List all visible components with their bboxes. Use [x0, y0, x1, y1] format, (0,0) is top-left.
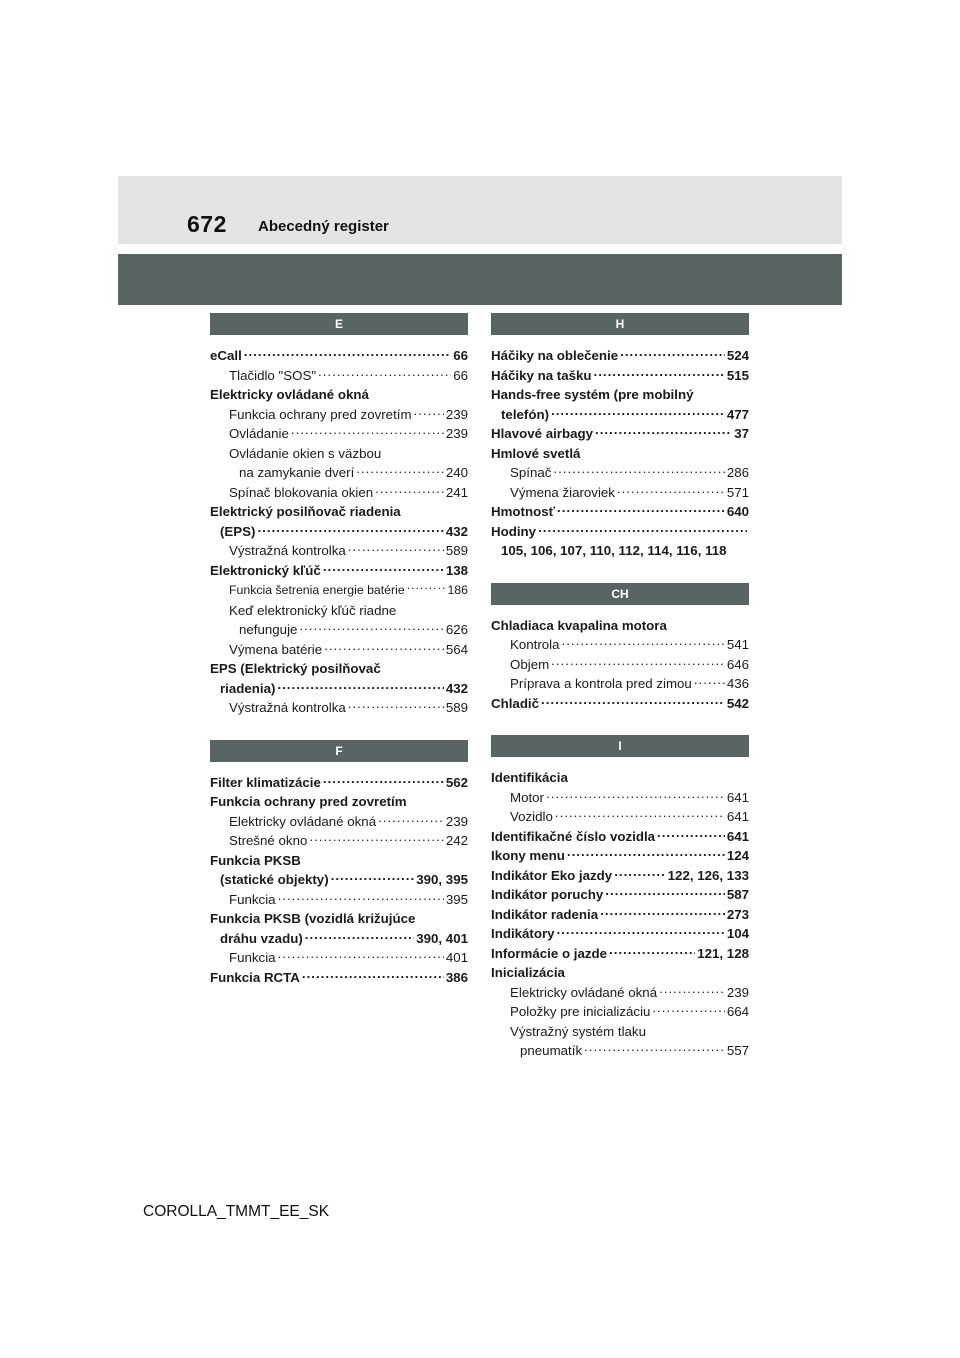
index-entry — [210, 601, 468, 621]
index-entry — [210, 346, 468, 366]
index-entry — [210, 968, 468, 988]
dot-leader — [541, 694, 725, 708]
page-reference: 646 — [726, 656, 749, 672]
index-entry — [210, 444, 468, 464]
index-entry — [210, 948, 468, 968]
index-term: Hmlové svetlá — [491, 445, 581, 461]
index-term: Filter klimatizácie — [210, 774, 321, 790]
index-entry — [491, 924, 749, 944]
page-number: 672 — [187, 211, 227, 237]
page-reference: 477 — [726, 406, 749, 422]
index-entry — [491, 866, 749, 886]
dot-leader — [657, 827, 725, 841]
footer-code: COROLLA_TMMT_EE_SK — [143, 1203, 330, 1220]
index-entry — [210, 620, 468, 640]
page-reference: 589 — [445, 543, 468, 558]
index-term: Funkcia šetrenia energie batérie — [229, 583, 405, 597]
index-term: Indikátory — [491, 926, 555, 941]
index-entry — [210, 698, 468, 718]
index-entry — [491, 655, 749, 675]
index-term: Chladič — [491, 695, 540, 711]
page-reference: 37 — [734, 426, 749, 441]
page-reference: 664 — [726, 1004, 749, 1019]
index-term: Indikátor radenia — [491, 906, 599, 922]
page-reference: 66 — [453, 367, 468, 383]
index-term: Elektrický posilňovač riadenia — [210, 504, 401, 519]
dot-leader — [414, 405, 444, 419]
dot-leader — [356, 463, 444, 477]
index-term: (EPS) — [220, 523, 256, 539]
dot-leader — [594, 366, 725, 380]
index-term: telefón) — [501, 406, 550, 422]
dot-leader — [323, 561, 444, 575]
dot-leader — [348, 698, 444, 712]
index-entry — [491, 541, 749, 561]
page-reference: 589 — [445, 700, 468, 715]
dot-leader — [659, 983, 725, 997]
index-entry — [210, 561, 468, 581]
letter-header-f: F — [210, 740, 468, 762]
dot-leader — [617, 483, 725, 497]
dot-leader — [609, 944, 695, 958]
page-reference: 239 — [445, 426, 468, 441]
index-term: Funkcia ochrany pred zovretím — [210, 794, 407, 809]
dot-leader — [595, 424, 732, 438]
index-entry — [491, 827, 749, 847]
index-term: Funkcia — [229, 891, 276, 907]
index-term: Výstražná kontrolka — [229, 700, 346, 715]
page-reference: 390, 401 — [416, 930, 468, 946]
dot-leader — [553, 463, 724, 477]
page-reference: 562 — [445, 774, 468, 790]
index-entry — [491, 366, 749, 386]
page-reference: 239 — [726, 984, 749, 1000]
dot-leader — [600, 905, 725, 919]
dot-leader — [614, 866, 665, 880]
dot-leader — [305, 929, 414, 943]
index-entry-list — [210, 346, 468, 718]
index-entry — [210, 773, 468, 793]
index-term: Ovládanie — [229, 426, 289, 441]
index-term: Spínač — [510, 465, 552, 480]
page-reference: 240 — [445, 465, 468, 480]
dot-leader — [378, 812, 444, 826]
index-entry — [210, 483, 468, 503]
index-term: Elektricky ovládané okná — [229, 813, 377, 829]
page-reference: 524 — [726, 348, 749, 363]
dot-leader — [323, 773, 444, 787]
header-dark-band — [118, 254, 842, 305]
index-entry-list — [210, 773, 468, 988]
dot-leader — [278, 948, 444, 962]
index-entry-list — [491, 616, 749, 714]
index-term: eCall — [210, 348, 242, 363]
index-term: Hlavové airbagy — [491, 426, 593, 441]
dot-leader — [291, 424, 444, 438]
page-reference: 432 — [445, 523, 468, 539]
page-reference: 436 — [726, 676, 749, 691]
index-term: dráhu vzadu) — [220, 930, 303, 946]
page-reference: 121, 128 — [697, 945, 749, 961]
index-term: Spínač blokovania okien — [229, 484, 374, 500]
index-term: Tlačidlo "SOS" — [229, 367, 317, 383]
index-entry — [491, 807, 749, 827]
index-entry-list — [491, 768, 749, 1061]
index-entry — [210, 679, 468, 699]
page-reference: 122, 126, 133 — [667, 867, 749, 883]
page-reference: 241 — [445, 484, 468, 500]
dot-leader — [278, 890, 444, 904]
index-term: Elektricky ovládané okná — [510, 984, 658, 1000]
page-reference: 138 — [445, 562, 468, 578]
index-entry — [491, 983, 749, 1003]
page-reference: 273 — [726, 906, 749, 922]
dot-leader — [555, 807, 725, 821]
index-term: Vozidlo — [510, 809, 553, 824]
index-term: Háčiky na oblečenie — [491, 348, 619, 363]
index-entry — [210, 541, 468, 561]
page-reference: 401 — [445, 950, 468, 965]
page-reference: 641 — [726, 809, 749, 824]
index-term: Inicializácia — [491, 965, 565, 980]
index-term: Elektronický kľúč — [210, 562, 321, 578]
page-reference: 587 — [726, 887, 749, 902]
page-reference: 515 — [726, 367, 749, 383]
index-entry — [491, 694, 749, 714]
dot-leader — [309, 831, 443, 845]
page-reference: 542 — [726, 695, 749, 711]
dot-leader — [299, 620, 443, 634]
index-term: Ikony menu — [491, 848, 565, 863]
dot-leader — [567, 846, 725, 860]
dot-leader — [257, 522, 443, 536]
index-entry — [210, 424, 468, 444]
page-reference: 626 — [445, 622, 468, 637]
index-term: Strešné okno — [229, 833, 308, 848]
index-entry — [210, 463, 468, 483]
dot-leader — [302, 968, 444, 982]
page-reference: 104 — [726, 926, 749, 941]
page-reference: 564 — [445, 641, 468, 657]
index-entry — [491, 1002, 749, 1022]
page-reference: 395 — [445, 891, 468, 907]
index-term: Ovládanie okien s väzbou — [229, 445, 382, 461]
dot-leader — [277, 679, 443, 693]
index-term: Výstražná kontrolka — [229, 543, 346, 558]
index-entry — [210, 812, 468, 832]
index-term: EPS (Elektrický posilňovač — [210, 661, 381, 676]
index-term: Chladiaca kvapalina motora — [491, 617, 667, 633]
index-entry — [491, 1022, 749, 1042]
page-reference: 640 — [726, 504, 749, 519]
index-term: Kontrola — [510, 637, 560, 652]
index-column-right — [491, 313, 749, 1083]
dot-leader — [318, 366, 451, 380]
index-entry — [210, 502, 468, 522]
page-reference: 641 — [726, 789, 749, 805]
index-term: Identifikačné číslo vozidla — [491, 828, 656, 844]
index-term: Hodiny — [491, 523, 537, 539]
page-reference: 641 — [726, 828, 749, 844]
index-term: 105, 106, 107, 110, 112, 114, 116, 118 — [501, 543, 727, 558]
dot-leader — [348, 541, 444, 555]
index-term: Motor — [510, 789, 544, 805]
dot-leader — [652, 1002, 724, 1016]
index-term: Výstražný systém tlaku — [510, 1023, 646, 1039]
index-entry — [210, 522, 468, 542]
dot-leader — [557, 924, 725, 938]
dot-leader — [620, 346, 725, 360]
index-entry — [491, 483, 749, 503]
letter-header-i: I — [491, 735, 749, 757]
index-term: Indikátor poruchy — [491, 887, 604, 902]
dot-leader — [551, 405, 725, 419]
index-term: Príprava a kontrola pred zimou — [510, 676, 692, 691]
page-reference: 239 — [445, 406, 468, 422]
index-term: Hmotnosť — [491, 504, 555, 519]
section-title: Abecedný register — [258, 218, 389, 235]
index-entry — [491, 788, 749, 808]
dot-leader — [557, 502, 725, 516]
dot-leader — [562, 635, 725, 649]
page-reference: 386 — [445, 969, 468, 985]
index-entry — [210, 831, 468, 851]
index-entry — [491, 885, 749, 905]
page-reference: 390, 395 — [416, 872, 468, 887]
index-term: na zamykanie dverí — [239, 465, 355, 480]
index-term: Indikátor Eko jazdy — [491, 867, 613, 883]
index-entry — [210, 659, 468, 679]
page-reference: 66 — [453, 348, 468, 363]
page-reference: 242 — [445, 833, 468, 848]
index-entry — [491, 502, 749, 522]
index-entry — [210, 640, 468, 660]
page-reference: 286 — [726, 465, 749, 480]
index-entry — [491, 616, 749, 636]
index-term: Položky pre inicializáciu — [510, 1004, 651, 1019]
dot-leader — [324, 640, 444, 654]
index-term: Funkcia — [229, 950, 276, 965]
index-column-left — [210, 313, 468, 1009]
page-reference: 541 — [726, 637, 749, 652]
index-entry — [210, 851, 468, 871]
index-entry — [210, 890, 468, 910]
index-entry — [210, 405, 468, 425]
index-term: Hands-free systém (pre mobilný — [491, 387, 694, 402]
index-term: Identifikácia — [491, 770, 568, 785]
index-entry — [210, 909, 468, 929]
index-term: Funkcia PKSB (vozidlá križujúce — [210, 911, 416, 926]
dot-leader — [244, 346, 451, 360]
index-entry — [491, 905, 749, 925]
index-term: Funkcia ochrany pred zovretím — [229, 406, 412, 422]
page-reference: 557 — [726, 1043, 749, 1058]
index-term: pneumatík — [520, 1043, 583, 1058]
index-term: (statické objekty) — [220, 872, 329, 887]
dot-leader — [538, 522, 747, 536]
page-reference: 239 — [445, 813, 468, 829]
index-entry — [491, 522, 749, 542]
index-term: Funkcia PKSB — [210, 852, 301, 868]
index-entry — [491, 674, 749, 694]
dot-leader — [375, 483, 444, 497]
dot-leader — [331, 870, 415, 884]
letter-header-h: H — [491, 313, 749, 335]
page-reference: 124 — [726, 848, 749, 863]
dot-leader — [584, 1041, 725, 1055]
index-entry — [491, 768, 749, 788]
index-entry — [491, 635, 749, 655]
letter-header-e: E — [210, 313, 468, 335]
index-entry — [491, 846, 749, 866]
index-term: riadenia) — [220, 680, 276, 696]
dot-leader — [551, 655, 725, 669]
index-term: Objem — [510, 656, 550, 672]
index-entry — [491, 405, 749, 425]
dot-leader — [546, 788, 725, 802]
index-entry — [491, 385, 749, 405]
index-term: nefunguje — [239, 622, 298, 637]
page-reference: 432 — [445, 680, 468, 696]
index-entry — [491, 963, 749, 983]
index-term: Funkcia RCTA — [210, 969, 300, 985]
index-entry — [491, 444, 749, 464]
index-entry — [491, 944, 749, 964]
page-reference: 571 — [726, 484, 749, 500]
index-entry — [210, 929, 468, 949]
letter-header-ch: CH — [491, 583, 749, 605]
index-entry — [210, 792, 468, 812]
index-term: Háčiky na tašku — [491, 367, 592, 383]
dot-leader — [407, 580, 446, 594]
index-entry — [210, 870, 468, 890]
index-entry — [491, 424, 749, 444]
index-entry — [210, 385, 468, 405]
index-term: Elektricky ovládané okná — [210, 387, 369, 402]
index-term: Výmena žiaroviek — [510, 484, 615, 500]
index-entry — [491, 346, 749, 366]
index-entry — [210, 580, 468, 601]
page-reference: 186 — [447, 583, 468, 597]
index-entry — [491, 463, 749, 483]
index-entry — [491, 1041, 749, 1061]
index-term: Keď elektronický kľúč riadne — [229, 602, 397, 618]
dot-leader — [694, 674, 725, 688]
index-entry-list — [491, 346, 749, 561]
dot-leader — [605, 885, 725, 899]
index-entry — [210, 366, 468, 386]
index-term: Informácie o jazde — [491, 945, 608, 961]
index-term: Výmena batérie — [229, 641, 323, 657]
